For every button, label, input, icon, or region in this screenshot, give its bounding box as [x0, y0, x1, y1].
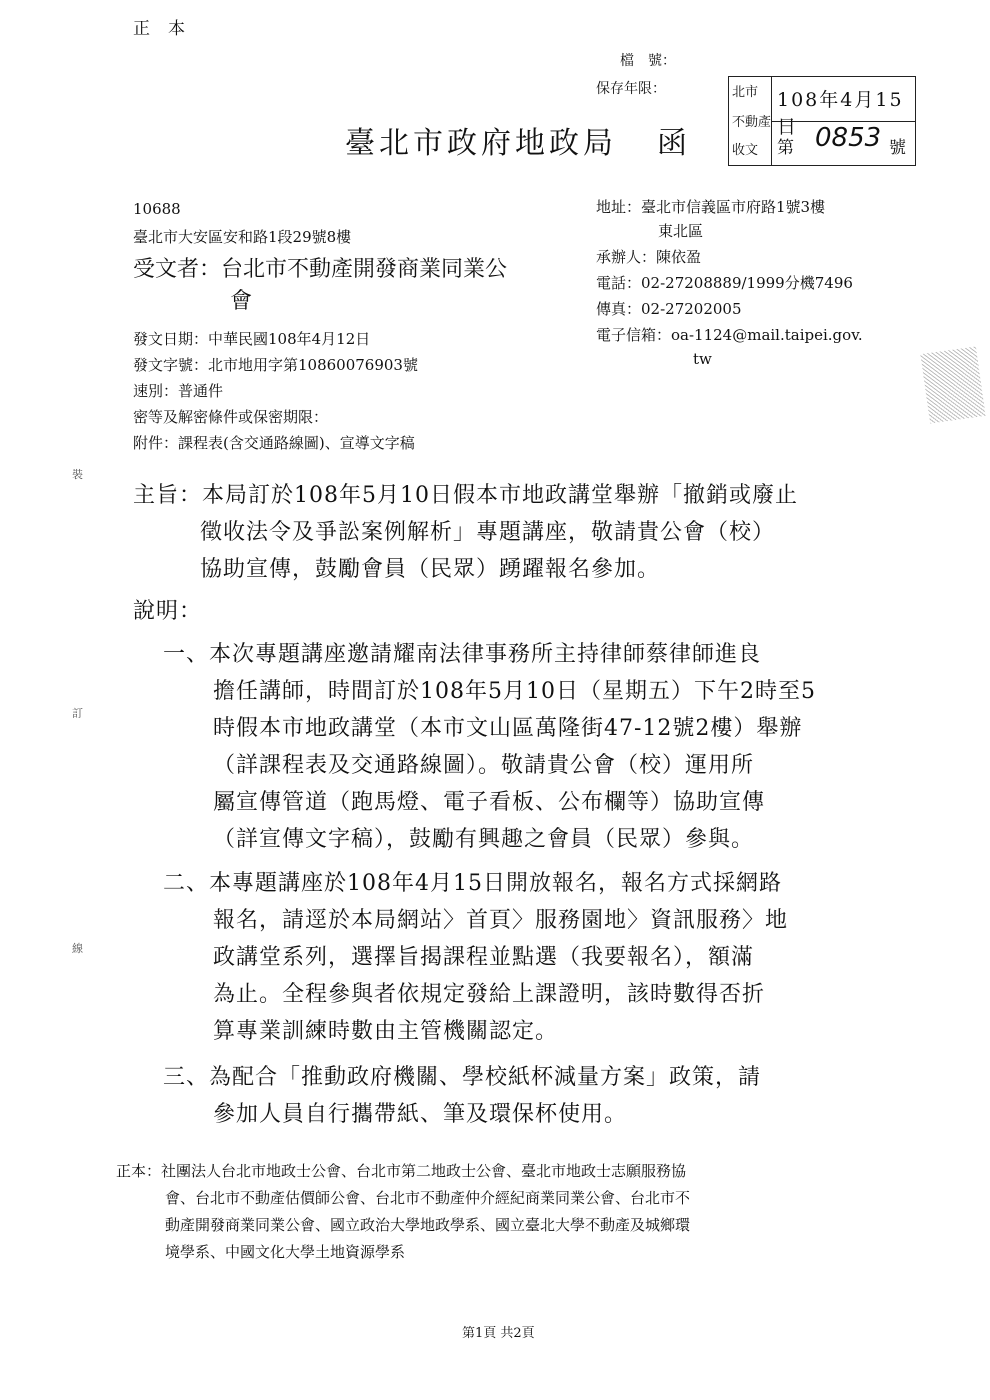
recipient-name: 台北市不動產開發商業同業公 — [221, 257, 508, 282]
contact-fax: 傳真：02-27202005 — [596, 300, 742, 318]
recipient-name-cont: 會 — [230, 289, 253, 314]
item-3-line: 參加人員自行攜帶紙、筆及環保杯使用。 — [213, 1102, 628, 1127]
explanation-label: 說明： — [133, 599, 203, 624]
document-title — [345, 118, 691, 162]
item-1-line: 一、本次專題講座邀請耀南法律事務所主持律師蔡律師進良 — [163, 642, 762, 667]
stamp-label-column — [729, 77, 772, 165]
item-2-line: 算專業訓練時數由主管機關認定。 — [213, 1019, 559, 1044]
subject-line: 協助宣傳，鼓勵會員（民眾）踴躍報名參加。 — [200, 557, 661, 582]
issue-date: 發文日期：中華民國108年4月12日 — [133, 330, 371, 348]
distribution-line: 會、台北市不動產估價師公會、台北市不動產仲介經紀商業同業公會、台北市不 — [165, 1189, 691, 1207]
reference-number: 發文字號：北市地用字第10860076903號 — [133, 356, 418, 374]
contact-email: 電子信箱：oa-1124@mail.taipei.gov. — [596, 326, 863, 344]
stamp-date: 108年4月15日 — [777, 89, 904, 138]
contact-handler: 承辦人：陳依盈 — [596, 248, 702, 266]
item-2-line: 政講堂系列，選擇旨揭課程並點選（我要報名），額滿 — [213, 945, 755, 970]
receipt-stamp — [728, 76, 916, 166]
contact-address: 地址：臺北市信義區市府路1號3樓 — [596, 198, 826, 216]
item-1-line: 屬宣傳管道（跑馬燈、電子看板、公布欄等）協助宣傳 — [213, 790, 766, 815]
copy-mark: 正本 — [133, 19, 203, 39]
recipient-label: 受文者： — [133, 257, 222, 282]
binding-mark-1: 裝 — [72, 468, 83, 481]
contact-email-cont: tw — [693, 350, 712, 368]
item-1-line: 擔任講師，時間訂於108年5月10日（星期五）下午2時至5 — [213, 679, 816, 704]
file-number-label: 檔 號： — [620, 53, 676, 69]
scan-artifact — [920, 346, 985, 423]
contact-phone: 電話：02-27208889/1999分機7496 — [596, 274, 853, 292]
stamp-label-1: 北市 — [732, 85, 759, 100]
item-2-line: 報名，請逕於本局網站〉首頁〉服務園地〉資訊服務〉地 — [213, 908, 789, 933]
stamp-number-prefix: 第 — [777, 138, 794, 158]
distribution-line: 正本：社團法人台北市地政士公會、台北市第二地政士公會、臺北市地政士志願服務協 — [116, 1162, 687, 1180]
item-1-line: （詳宣傳文字稿），鼓勵有興趣之會員（民眾）參與。 — [213, 827, 755, 852]
subject-line: 徵收法令及爭訟案例解析」專題講座，敬請貴公會（校） — [200, 520, 776, 545]
subject-line: 主旨：本局訂於108年5月10日假本市地政講堂舉辦「撤銷或廢止 — [133, 483, 798, 508]
stamp-number: 0853 — [815, 123, 882, 153]
page-footer: 第1頁 共2頁 — [462, 1326, 535, 1341]
distribution-line: 境學系、中國文化大學土地資源學系 — [165, 1243, 406, 1261]
sender-postal-code: 10688 — [133, 200, 181, 218]
item-2-line: 二、本專題講座於108年4月15日開放報名，報名方式採網路 — [163, 871, 782, 896]
delivery-speed: 速別：普通件 — [133, 382, 224, 400]
distribution-line: 動產開發商業同業公會、國立政治大學地政學系、國立臺北大學不動產及城鄉環 — [165, 1216, 691, 1234]
attachments: 附件：課程表(含交通路線圖)、宣導文字稿 — [133, 434, 415, 452]
binding-mark-3: 線 — [72, 942, 83, 955]
item-1-line: 時假本市地政講堂（本市文山區萬隆街47-12號2樓）舉辦 — [213, 716, 803, 741]
stamp-number-suffix: 號 — [889, 138, 906, 158]
item-2-line: 為止。全程參與者依規定發給上課證明，該時數得否折 — [213, 982, 766, 1007]
stamp-label-2: 不動產 — [732, 115, 772, 130]
item-1-line: （詳課程表及交通路線圖）。敬請貴公會（校）運用所 — [213, 753, 755, 778]
item-3-line: 三、為配合「推動政府機關、學校紙杯減量方案」政策，請 — [163, 1065, 762, 1090]
document-type: 函 — [657, 126, 691, 161]
secrecy-level: 密等及解密條件或保密期限： — [133, 408, 329, 426]
stamp-label-3: 收文 — [732, 143, 759, 158]
sender-address: 臺北市大安區安和路1段29號8樓 — [133, 228, 352, 246]
retention-label: 保存年限： — [596, 81, 666, 97]
contact-address-cont: 東北區 — [658, 222, 704, 240]
recipient-line — [133, 252, 507, 283]
binding-mark-2: 訂 — [72, 707, 83, 720]
agency-name: 臺北市政府地政局 — [345, 126, 617, 161]
